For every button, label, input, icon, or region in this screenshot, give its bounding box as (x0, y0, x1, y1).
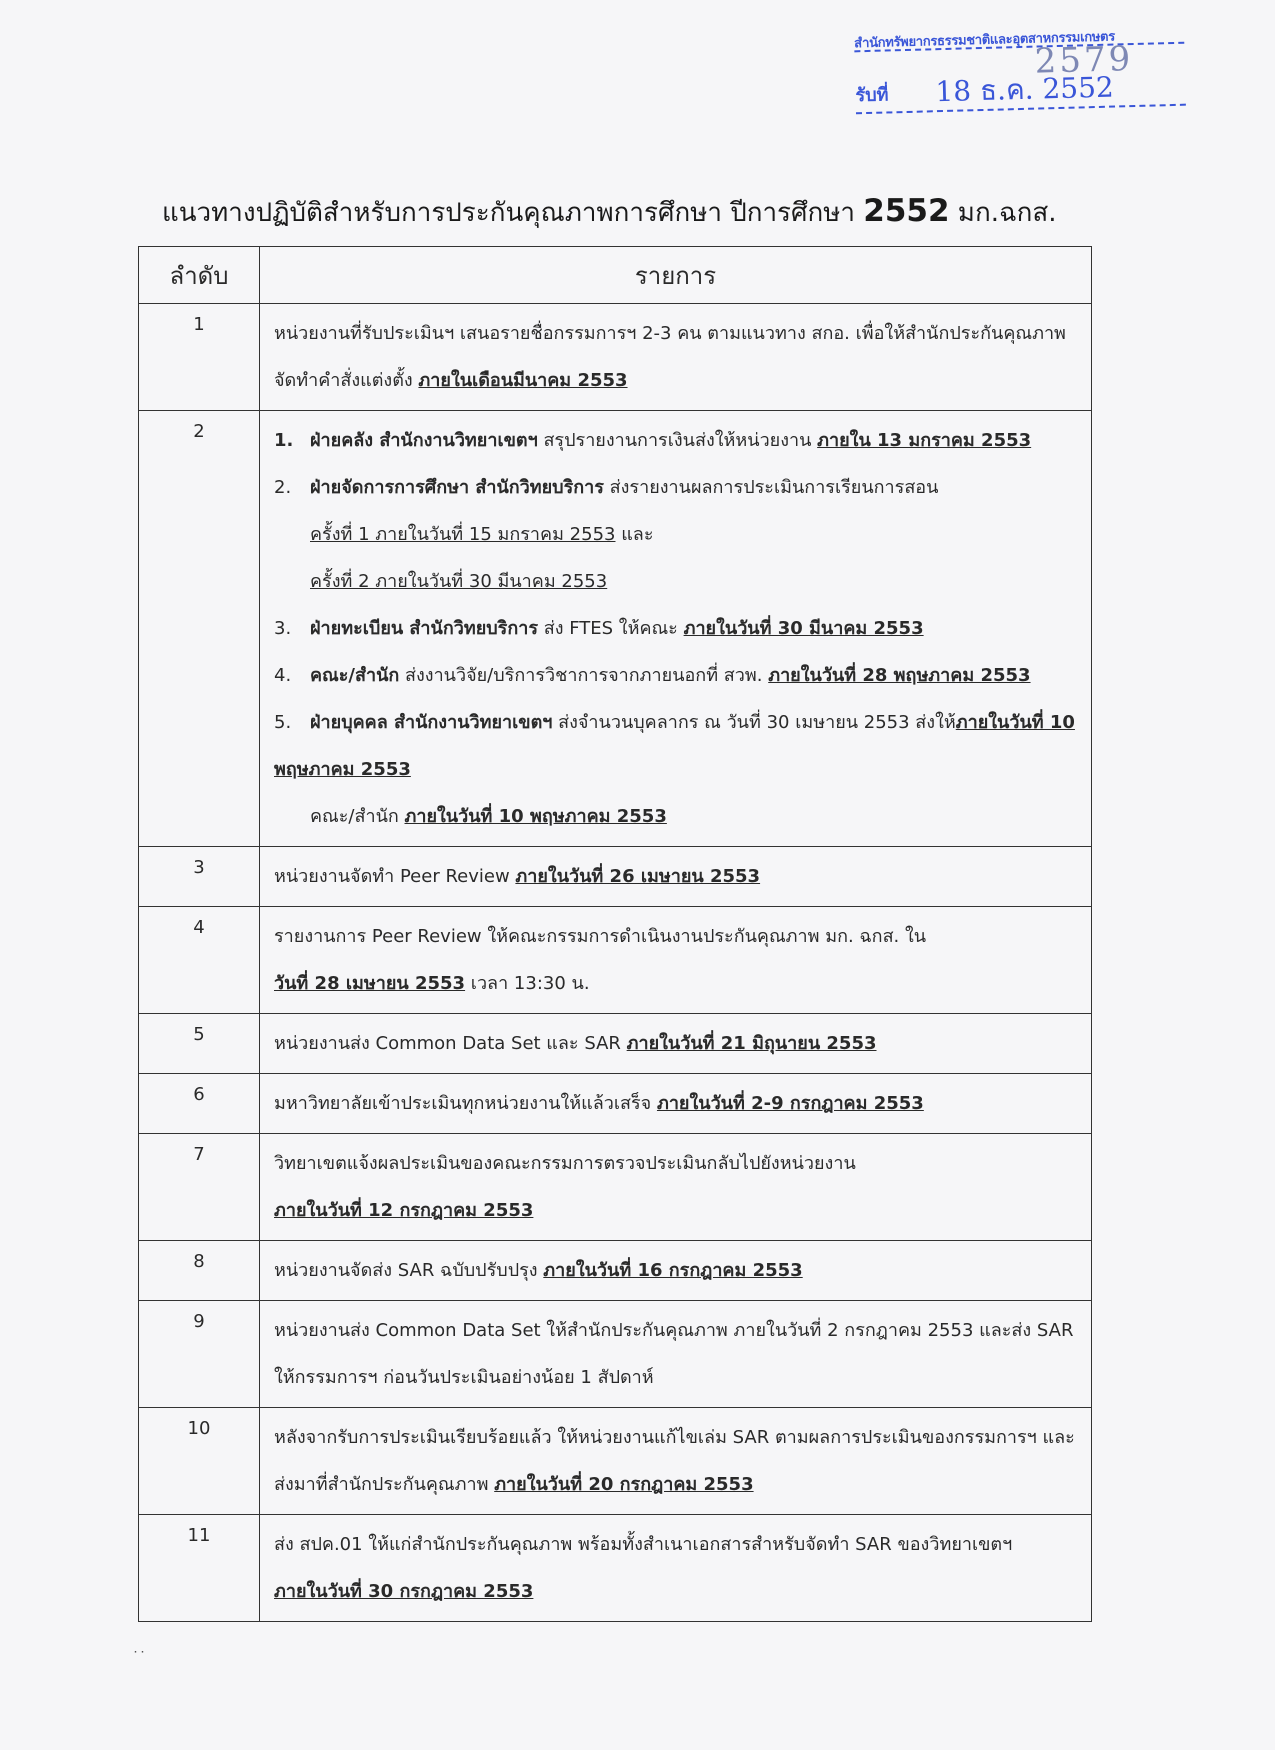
deadline: ภายในวันที่ 28 พฤษภาคม 2553 (768, 665, 1031, 686)
deadline: ภายในวันที่ 10 พฤษภาคม 2553 (404, 806, 667, 827)
row-number: 6 (139, 1074, 260, 1134)
row-description: หน่วยงานที่รับประเมินฯ เสนอรายชื่อกรรมการฯ 2-3 คน ตามแนวทาง สกอ. เพื่อให้สำนักประกันคุณภาพจัดทำคำสั่งแต่งตั้ง (274, 323, 1066, 391)
sub-item-text: ส่งงานวิจัย/บริการวิชาการจากภายนอกที่ สวพ. (399, 665, 769, 686)
row-text (260, 1515, 1092, 1622)
row-text (260, 1241, 1092, 1301)
sub-item-number: 3. (274, 618, 292, 639)
sub-item (274, 699, 1081, 793)
row-description: มหาวิทยาลัยเข้าประเมินทุกหน่วยงานให้แล้วเสร็จ (274, 1093, 657, 1114)
row-description: รายงานการ Peer Review ให้คณะกรรมการดำเนินงานประกันคุณภาพ มก. ฉกส. ใน (274, 926, 927, 947)
deadline: ภายในวันที่ 16 กรกฎาคม 2553 (543, 1260, 803, 1281)
deadline: ครั้งที่ 1 ภายในวันที่ 15 มกราคม 2553 (310, 524, 616, 545)
row-text (260, 1408, 1092, 1515)
stamp-number: 2579 (1034, 39, 1134, 82)
row-after-text: เวลา 13:30 น. (465, 973, 590, 994)
deadline: ครั้งที่ 2 ภายในวันที่ 30 มีนาคม 2553 (310, 571, 608, 592)
sub-item (274, 652, 1081, 699)
table-row (139, 1134, 1092, 1241)
table-row (139, 1014, 1092, 1074)
table-header-row (139, 247, 1092, 304)
stamp-date: 18 ธ.ค. 2552 (935, 70, 1115, 109)
table-row (139, 1301, 1092, 1408)
table-row (139, 304, 1092, 411)
sub-item-number: 2. (274, 477, 292, 498)
sub-item-org: คณะ/สำนัก (310, 665, 400, 686)
sub-item-text: ส่งจำนวนบุคลากร ณ วันที่ 30 เมษายน 2553 ส่งให้ (552, 712, 956, 733)
received-stamp (854, 24, 1186, 123)
sub-item-line (274, 558, 1081, 605)
table-row (139, 1074, 1092, 1134)
row-description: หลังจากรับการประเมินเรียบร้อยแล้ว ให้หน่วยงานแก้ไขเล่ม SAR ตามผลการประเมินของกรรมการฯ และส่งมาที่สำนักประกันคุณภาพ (274, 1427, 1075, 1495)
scan-mark: ˙˙ (132, 1650, 146, 1666)
row-number: 8 (139, 1241, 260, 1301)
row-number: 5 (139, 1014, 260, 1074)
deadline: ภายในวันที่ 30 กรกฎาคม 2553 (274, 1581, 534, 1602)
sub-item-org: ฝ่ายทะเบียน สำนักวิทยบริการ (310, 618, 539, 639)
row-text (260, 1074, 1092, 1134)
table-row (139, 1408, 1092, 1515)
table-row (139, 847, 1092, 907)
table-row (139, 1515, 1092, 1622)
deadline: ภายในวันที่ 26 เมษายน 2553 (515, 866, 761, 887)
row-number: 7 (139, 1134, 260, 1241)
row-description: ส่ง สปค.01 ให้แก่สำนักประกันคุณภาพ พร้อมทั้งสำเนาเอกสารสำหรับจัดทำ SAR ของวิทยาเขตฯ (274, 1534, 1013, 1555)
deadline: ภายใน 13 มกราคม 2553 (817, 430, 1032, 451)
sub-item-org: ฝ่ายคลัง สำนักงานวิทยาเขตฯ (310, 430, 538, 451)
row-description: หน่วยงานส่ง Common Data Set ให้สำนักประกันคุณภาพ ภายในวันที่ 2 กรกฎาคม 2553 และส่ง SAR ให้กรรมการฯ ก่อนวันประเมินอย่างน้อย 1 สัปดาห์ (274, 1320, 1074, 1388)
table-row (139, 411, 1092, 847)
row-number: 4 (139, 907, 260, 1014)
deadline: ภายในวันที่ 12 กรกฎาคม 2553 (274, 1200, 534, 1221)
sub-item-line (274, 511, 1081, 558)
row-number: 11 (139, 1515, 260, 1622)
sub-item-cont: คณะ/สำนัก (310, 806, 405, 827)
row-number: 1 (139, 304, 260, 411)
row-text (260, 1014, 1092, 1074)
deadline: ภายในวันที่ 30 มีนาคม 2553 (683, 618, 924, 639)
sub-item-line-text: และ (615, 524, 654, 545)
header-item: รายการ (260, 247, 1092, 304)
sub-item-text: สรุปรายงานการเงินส่งให้หน่วยงาน (537, 430, 818, 451)
row-text (260, 907, 1092, 1014)
deadline: ภายในเดือนมีนาคม 2553 (418, 370, 628, 391)
deadline: ภายในวันที่ 20 กรกฎาคม 2553 (494, 1474, 754, 1495)
stamp-received-label: รับที่ (855, 84, 889, 107)
row-number: 3 (139, 847, 260, 907)
sub-item-number: 1. (274, 430, 294, 451)
deadline: ภายในวันที่ 10 พฤษภาคม 2553 (274, 712, 1075, 780)
sub-item-org: ฝ่ายบุคคล สำนักงานวิทยาเขตฯ (310, 712, 553, 733)
sub-item-number: 4. (274, 665, 292, 686)
sub-item (274, 417, 1081, 464)
sub-item-number: 5. (274, 712, 292, 733)
row-number: 9 (139, 1301, 260, 1408)
sub-item-text: ส่งรายงานผลการประเมินการเรียนการสอน (603, 477, 939, 498)
row-number: 10 (139, 1408, 260, 1515)
sub-item (274, 605, 1081, 652)
deadline: วันที่ 28 เมษายน 2553 (274, 973, 466, 994)
sub-item (274, 464, 1081, 511)
header-order: ลำดับ (139, 247, 260, 304)
row-text (260, 411, 1092, 847)
row-text (260, 304, 1092, 411)
row-description: หน่วยงานจัดทำ Peer Review (274, 866, 516, 887)
sub-item-line (274, 793, 1081, 840)
stamp-org: สำนักทรัพยากรธรรมชาติและอุตสาหกรรมเกษตร (853, 29, 1116, 52)
row-text (260, 1301, 1092, 1408)
row-description: หน่วยงานส่ง Common Data Set และ SAR (274, 1033, 627, 1054)
deadline: ภายในวันที่ 2-9 กรกฎาคม 2553 (656, 1093, 924, 1114)
sub-item-org: ฝ่ายจัดการการศึกษา สำนักวิทยบริการ (310, 477, 604, 498)
row-number: 2 (139, 411, 260, 847)
sub-item-text: ส่ง FTES ให้คณะ (538, 618, 684, 639)
table-row (139, 1241, 1092, 1301)
row-text (260, 847, 1092, 907)
schedule-table (138, 246, 1092, 1622)
row-description: หน่วยงานจัดส่ง SAR ฉบับปรับปรุง (274, 1260, 544, 1281)
row-description: วิทยาเขตแจ้งผลประเมินของคณะกรรมการตรวจประเมินกลับไปยังหน่วยงาน (274, 1153, 856, 1174)
deadline: ภายในวันที่ 21 มิถุนายน 2553 (626, 1033, 877, 1054)
page-title: แนวทางปฏิบัติสำหรับการประกันคุณภาพการศึกษา ปีการศึกษา 2552 มก.ฉกส. (162, 193, 1057, 229)
row-text (260, 1134, 1092, 1241)
table-row (139, 907, 1092, 1014)
